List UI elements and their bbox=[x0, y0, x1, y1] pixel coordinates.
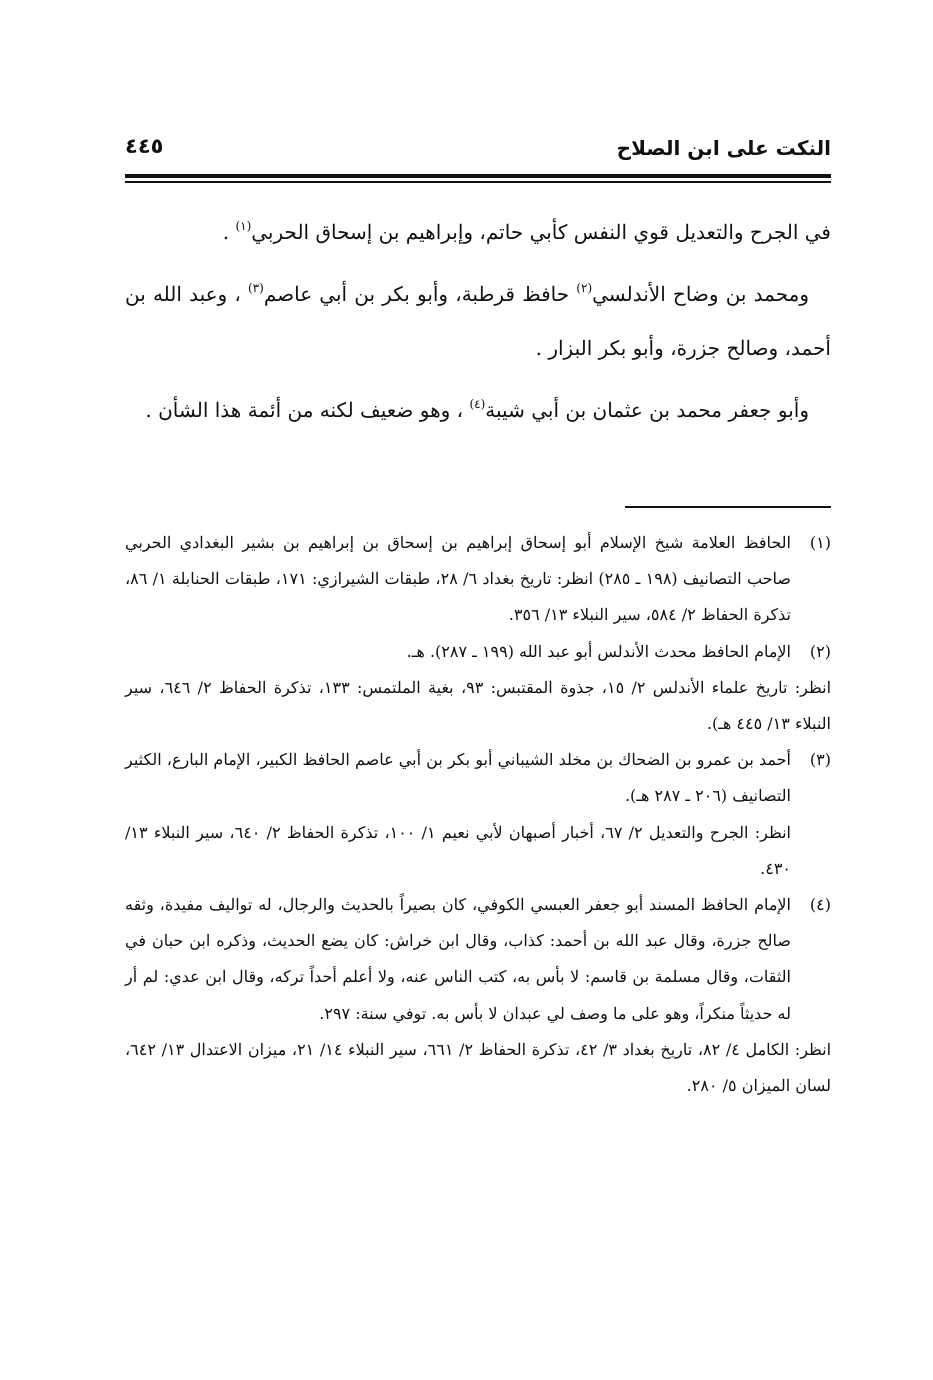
page-number: ٤٤٥ bbox=[125, 134, 164, 158]
footnote-2-sources: انظر: تاريخ علماء الأندلس ٢/ ١٥، جذوة المقتبس: ٩٣، بغية الملتمس: ١٣٣، تذكرة الحفاظ ٢/ ٦٤٦، سير النبلاء ١٣/ ٤٤٥ هـ). bbox=[125, 677, 832, 734]
footnote-3-sources: انظر: الجرح والتعديل ٢/ ٦٧، أخبار أصبهان لأبي نعيم ١/ ١٠٠، تذكرة الحفاظ ٢/ ٦٤٠، سير النبلاء ١٣/ ٤٣٠. bbox=[125, 822, 791, 878]
footnote-3 bbox=[125, 742, 831, 887]
footnote-text: الحافظ العلامة شيخ الإسلام أبو إسحاق إبراهيم بن إسحاق بن إبراهيم بن بشير البغدادي الحربي صاحب التصانيف (١٩٨ ـ ٢٨٥) انظر: تاريخ بغداد ٦/ ٢٨، طبقات الشيرازي: ١٧١، طبقات الحنابلة ١/ ٨٦، تذكرة الحفاظ ٢/ ٥٨٤، سير النبلاء ١٣/ ٣٥٦. bbox=[125, 533, 791, 625]
footnote-number: (٢) bbox=[809, 641, 831, 661]
page-header bbox=[125, 128, 831, 172]
footnote-number: (٤) bbox=[809, 895, 831, 915]
paragraph-3: وأبو جعفر محمد بن عثمان بن أبي شيبة$^{(٤)}$ ، وهو ضعيف لكنه من أئمة هذا الشأن . bbox=[145, 397, 809, 422]
footnote-4 bbox=[125, 887, 831, 1032]
main-text bbox=[125, 205, 831, 445]
footnote-number: (٣) bbox=[809, 750, 831, 770]
paragraph-2: ومحمد بن وضاح الأندلسي$^{(٢)}$ حافظ قرطبة، وأبو بكر بن أبي عاصم$^{(٣)}$ ، وعبد الله بن أحمد، وصالح جزرة، وأبو بكر البزار . bbox=[125, 281, 831, 360]
paragraph-1: في الجرح والتعديل قوي النفس كأبي حاتم، وإبراهيم بن إسحاق الحربي$^{(١)}$ . bbox=[222, 219, 831, 244]
header-rule-thick bbox=[125, 174, 831, 178]
footnote-ref-2: (٢) bbox=[576, 281, 593, 295]
footnote-2 bbox=[125, 634, 831, 670]
footnote-ref-1: (١) bbox=[235, 219, 252, 233]
footnote-separator bbox=[625, 506, 831, 508]
footnote-ref-4: (٤) bbox=[469, 397, 486, 411]
book-title: النكت على ابن الصلاح bbox=[616, 136, 831, 160]
footnote-number: (١) bbox=[809, 533, 831, 552]
footnote-4-sources: انظر: الكامل ٤/ ٨٢، تاريخ بغداد ٣/ ٤٢، تذكرة الحفاظ ٢/ ٦٦١، سير النبلاء ١٤/ ٢١، ميزان الاعتدال ١٣/ ٦٤٢، لسان الميزان ٥/ ٢٨٠. bbox=[125, 1039, 832, 1096]
footnote-text: أحمد بن عمرو بن الضحاك بن مخلد الشيباني أبو بكر بن أبي عاصم الحافظ الكبير، الإمام البارع، الكثير التصانيف (٢٠٦ ـ ٢٨٧ هـ). bbox=[125, 750, 791, 806]
footnote-text: الإمام الحافظ محدث الأندلس أبو عبد الله (١٩٩ ـ ٢٨٧). هـ. bbox=[406, 641, 791, 661]
footnote-1 bbox=[125, 525, 831, 634]
footnotes bbox=[125, 525, 831, 1104]
header-rule-thin bbox=[125, 181, 831, 183]
footnote-ref-3: (٣) bbox=[247, 281, 264, 295]
footnote-text: الإمام الحافظ المسند أبو جعفر العبسي الكوفي، كان بصيراً بالحديث والرجال، له تواليف مفيدة، وثقه صالح جزرة، وقال عبد الله بن أحمد: كذاب، وقال ابن خراش: كان يضع الحديث، وذكره ابن حبان في الثقات، وقال مسلمة بن قاسم: لا بأس به، كتب الناس عنه، ولا أعلم أحداً تركه، وقال ابن عدي: لم أر له حديثاً منكراً، وهو على ما وصف لي عبدان لا بأس به. توفي سنة: ٢٩٧. bbox=[125, 895, 792, 1023]
